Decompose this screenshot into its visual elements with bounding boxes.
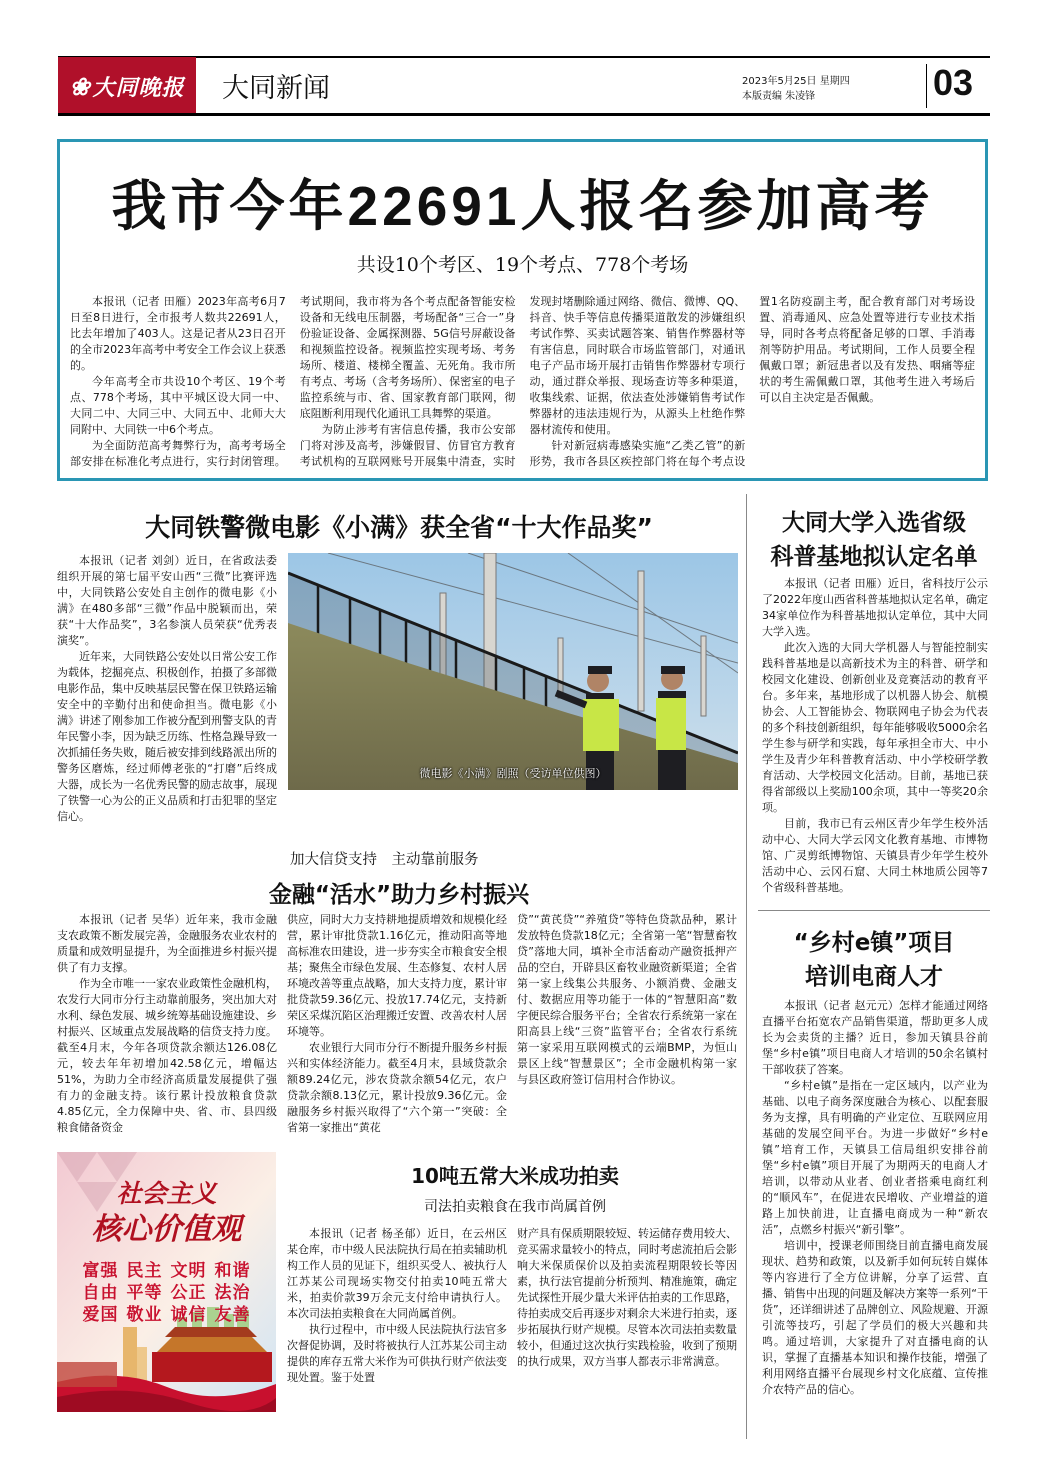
poster-title-line-1: 社会主义 xyxy=(116,1179,217,1208)
paragraph: 目前，我市已有云州区青少年学生校外活动中心、大同大学云冈文化教育基地、市博物馆、广灵剪纸博物馆、天镇县青少年学生校外活动中心、云冈石窟、大同土林地质公园等7个省级科普基地。 xyxy=(762,817,988,894)
value-word: 和谐 xyxy=(214,1261,251,1281)
paragraph: 执行过程中，市中级人民法院执行法官多次督促协调，及时将被执行人江苏某公司主动提供的库存五常大米作为可供执行财产依法变现处置。鉴于处置 xyxy=(287,1323,507,1384)
value-word: 公正 xyxy=(170,1283,207,1303)
value-word: 诚信 xyxy=(170,1305,207,1325)
headline-line: 培训电商人才 xyxy=(805,964,943,990)
paragraph: 贷”“黄芪贷”“养殖贷”等特色贷款品种，累计发放特色贷款18亿元；全省第一笔“智慧畜牧贷”落地大同，填补全市活畜动产融资抵押产品的空白，开辟县区畜牧业融资新渠道；全省第一家上线集公共服务、小额消费、金融支付、数据应用等功能于一体的“智慧阳高”数字便民综合服务平台；全省农行系统第一家在阳高县上线“三资”监管平台；全省农行系统第一家采用互联网模式的云端BMP，为恒山景区上线“智慧景区”；全市金融机构第一家与县区政府签订信用村合作协议。 xyxy=(517,913,737,1086)
value-word: 自由 xyxy=(82,1283,119,1303)
section-divider xyxy=(758,910,990,911)
paragraph: 此次入选的大同大学机器人与智能控制实践科普基地是以高新技术为主的科普、研学和校园文化建设、创新创业及竞赛活动的教育平台。多年来，基地形成了以机器人协会、航模协会、人工智能协会、物联网电子协会为代表的多个科技创新组织，每年能够吸收5000余名学生参与研学和实践，每年承担全市大、中小学生及青少年科普教育活动、中小学校研学教育活动、大学校园文化活动。目前，基地已获得省部级以上奖励100余项，其中一等奖20余项。 xyxy=(762,641,988,814)
finance-column-2 xyxy=(287,912,507,1144)
value-word: 友善 xyxy=(214,1305,251,1325)
tiananmen-gate xyxy=(152,1327,272,1382)
rural-headline[interactable] xyxy=(758,926,990,994)
railway-police-photo xyxy=(288,553,738,790)
paragraph: 本报讯（记者 刘剑）近日，在省政法委组织开展的第七届平安山西“三微”比赛评选中，大同铁路公安处自主创作的微电影《小满》在480多部“三微”作品中脱颖而出，荣获“十大作品奖”，3名参演人员荣获“优秀表演奖”。 xyxy=(57,554,277,647)
poster-values-row xyxy=(57,1300,276,1325)
film-story-body xyxy=(57,553,277,838)
paragraph: 财产具有保质期限较短、转运储存费用较大、竞买需求量较小的特点，同时考虑流拍后会影响大米保质保价以及拍卖流程期限较长等因素，执行法官提前分析预判、精准施策，确定先试探性开展少量大米评估拍卖的工作思路，待拍卖成交后再逐步对剩余大米进行拍卖，逐步拓展执行财产规模。尽管本次司法拍卖数量较小，但通过这次执行实践检验，收到了预期的执行成果，双方当事人都表示非常满意。 xyxy=(517,1227,737,1368)
paragraph: 为全面防范高考舞弊行为，高考考场全部安排在标准化考点进行，实行封闭管理。考试期间，我市将为各个考点配备智能安检设备和无线电压制器，考场配备“三合一”身份验证设备、金属探测器、5G信号屏蔽设备和视频监控设备。视频监控实现考场、考务场所、楼道、楼梯全覆盖、无死角。我市所有考点、考场（含考务场所）、保密室的电子监控系统与市、省、国家教育部门联网，彻底阻断利用现代化通讯工具舞弊的渠道。 xyxy=(70,295,516,468)
finance-column-1 xyxy=(57,912,277,1144)
value-word: 敬业 xyxy=(126,1305,163,1325)
headline-line: 大同大学入选省级 xyxy=(782,510,966,536)
paragraph: 培训中，授课老师围绕目前直播电商发展现状、趋势和政策，以及新手如何玩转自媒体等内容进行了全方位讲解，分享了运营、直播、销售中出现的问题及解决方案等一系列“干货”，还详细讲述了品牌创立、风险规避、开源引流等技巧，引起了学员们的极大兴趣和共鸣。通过培训，大家提升了对直播电商的认识，掌握了直播基本知识和操作技能，增强了利用网络直播平台展现乡村文化底蕴、宣传推介农特产品的信心。 xyxy=(762,1239,988,1396)
film-story-headline[interactable]: 大同铁警微电影《小满》获全省“十大作品奖” xyxy=(145,513,653,542)
rice-column-2 xyxy=(517,1226,737,1466)
finance-headline[interactable]: 金融“活水”助力乡村振兴 xyxy=(268,882,530,908)
page-number-divider xyxy=(926,64,927,108)
university-body xyxy=(762,576,988,906)
lead-story-box xyxy=(57,139,988,481)
rural-body xyxy=(762,998,988,1468)
rice-headline[interactable]: 10吨五常大米成功拍卖 xyxy=(411,1164,619,1188)
poster-title-line-2: 核心价值观 xyxy=(91,1212,242,1247)
newspaper-logo[interactable] xyxy=(58,57,196,115)
value-word: 民主 xyxy=(126,1261,163,1281)
lead-subhead: 共设10个考区、19个考点、778个考场 xyxy=(356,254,689,276)
headline-line: 科普基地拟认定名单 xyxy=(770,544,978,570)
paragraph: 本报讯（记者 吴华）近年来，我市金融支农政策不断发展完善，金融服务农业农村的质量和成效明显提升，为全面推进乡村振兴提供了有力支撑。 xyxy=(57,913,277,974)
value-word: 法治 xyxy=(214,1283,251,1303)
value-word: 爱国 xyxy=(82,1305,119,1325)
paragraph: 近年来，大同铁路公安处以日常公安工作为载体，挖掘亮点、积极创作，拍摄了多部微电影作品，集中反映基层民警在保卫铁路运输安全中的辛勤付出和使命担当。微电影《小满》讲述了刚参加工作被分配到刑警支队的青年民警小李，因为缺乏历练、性格急躁导致一次抓捕任务失败，随后被安排到线路派出所的警务区磨炼，经过师傅老张的“打磨”后终成大器，成长为一名优秀民警的励志故事，展现了铁警一心为公的正义品质和打击犯罪的坚定信心。 xyxy=(57,650,277,823)
paragraph: 针对新冠病毒感染实施“乙类乙管”的新形势，我市各县区疾控部门将在每个考点设置1名防疫副主考，配合教育部门对考场设置、消毒通风、应急处置等进行专业技术指导，同时各考点将配备足够的口罩、手消毒剂等防护用品。考试期间，工作人员要全程佩戴口罩；新冠患者以及有发热、咽痛等症状的考生需佩戴口罩，其他考生进入考场后可以自主决定是否佩戴。 xyxy=(529,295,975,468)
issue-meta xyxy=(742,74,850,104)
paragraph: 本报讯（记者 田雁）近日，省科技厅公示了2022年度山西省科普基地拟认定名单，确定34家单位作为科普基地拟认定单位，其中大同大学入选。 xyxy=(762,577,988,638)
paragraph: 农业银行大同市分行不断提升服务乡村振兴和实体经济能力。截至4月末，县域贷款余额89.24亿元，涉农贷款余额54亿元，农户贷款余额8.13亿元，累计投放9.36亿元。金融服务乡村振兴取得了“六个第一”突破：全省第一家推出“黄花 xyxy=(287,1041,507,1134)
logo-text: 大同晚报 xyxy=(92,74,185,101)
page-number: 03 xyxy=(933,62,974,103)
paragraph: “乡村e镇”是指在一定区域内，以产业为基础、以电子商务深度融合为核心、以配套服务为支撑，具有明确的产业定位、互联网应用基础的发展空间平台。为进一步做好“乡村e镇”培育工作，天镇县工信局组织安排谷前堡“乡村e镇”项目开展了为期两天的电商人才培训，以带动从业者、创业者搭乘电商红利的“顺风车”，在促进农民增收、产业增益的道路上加快前进，让直播电商成为一种“新农活”，点燃乡村振兴“新引擎”。 xyxy=(762,1079,988,1236)
core-values-poster[interactable] xyxy=(57,1152,276,1412)
photo-caption: 微电影《小满》剧照（受访单位供图） xyxy=(419,767,607,780)
masthead-top-rule xyxy=(58,56,990,58)
university-headline[interactable] xyxy=(758,506,990,574)
lead-headline[interactable]: 我市今年22691人报名参加高考 xyxy=(111,175,934,237)
issue-date: 2023年5月25日 星期四 xyxy=(742,76,850,87)
paragraph: 为防止涉考有害信息传播，我市公安部门将对涉及高考，涉嫌假冒、仿冒官方教育考试机构的互联网账号开展集中清查，实时发现封堵删除通过网络、微信、微博、QQ、抖音、快手等信息传播渠道散发的涉嫌组织考试作弊、买卖试题答案、销售作弊器材等有害信息，同时联合市场监管部门，对通讯电子产品市场开展打击销售作弊器材专项行动，通过群众举报、现场查访等多种渠道，收集线索、证据，依法查处涉嫌销售考试作弊器材的违法违规行为，从源头上杜绝作弊器材流传和使用。 xyxy=(299,295,746,468)
rice-column-1 xyxy=(287,1226,507,1466)
finance-kicker: 加大信贷支持 主动靠前服务 xyxy=(290,852,479,868)
film-still-photo[interactable] xyxy=(288,553,738,790)
page-editor: 本版责编 朱凌锋 xyxy=(742,91,816,102)
flame-icon: ❀ xyxy=(69,71,91,101)
masthead-bottom-rule xyxy=(58,113,990,116)
section-name: 大同新闻 xyxy=(222,73,330,104)
paragraph: 今年高考全市共设10个考区、19个考点、778个考场，其中平城区设大同一中、大同二中、大同三中、大同五中、北师大大同附中、大同铁一中6个考点。 xyxy=(70,375,286,436)
lead-story-body xyxy=(70,294,975,472)
finance-column-3 xyxy=(517,912,737,1144)
paragraph: 作为全市唯一一家农业政策性金融机构，农发行大同市分行主动靠前服务，突出加大对水利、绿色发展、城乡统筹基础设施建设、乡村振兴、区域重点发展战略的信贷支持力度。截至4月末，今年各项贷款余额达126.08亿元，较去年年初增加42.58亿元，增幅达51%，为助力全市经济高质量发展提供了强有力的金融支持。该行累计投放粮食贷款4.85亿元，全力保障中央、省、市、县四级粮食储备资金 xyxy=(57,977,277,1134)
value-word: 平等 xyxy=(126,1283,163,1303)
column-divider xyxy=(746,494,747,1439)
paragraph: 本报讯（记者 杨圣郁）近日，在云州区某仓库，市中级人民法院执行局在拍卖辅助机构工作人员的见证下，组织买受人、被执行人江苏某公司现场实物交付拍卖10吨五常大米，拍卖价款39万余元支付给申请执行人。本次司法拍卖粮食在大同尚属首例。 xyxy=(287,1227,507,1320)
paragraph: 供应，同时大力支持耕地提质增效和规模化经营，累计审批贷款1.16亿元，推动阳高等地高标准农田建设，进一步夯实全市粮食安全根基；聚焦全市绿色发展、生态修复、农村人居环境改善等重点战略，加大支持力度，累计审批贷款59.36亿元、投放17.74亿元，支持新荣区采煤沉陷区治理搬迁安置、改善农村人居环境等。 xyxy=(287,913,507,1038)
paragraph: 本报讯（记者 田雁）2023年高考6月7日至8日进行，全市报考人数共22691人，比去年增加了403人。这是记者从23日召开的全市2023年高考中考安全工作会议上获悉的。 xyxy=(70,295,286,372)
value-word: 富强 xyxy=(82,1261,119,1281)
rice-subhead: 司法拍卖粮食在我市尚属首例 xyxy=(424,1199,606,1215)
paragraph: 本报讯（记者 赵元元）怎样才能通过网络直播平台拓宽农产品销售渠道，帮助更多人成长为会卖货的主播？近日，参加天镇县谷前堡“乡村e镇”项目电商人才培训的50余名镇村干部收获了答案。 xyxy=(762,999,988,1076)
headline-line: “乡村e镇”项目 xyxy=(793,930,955,956)
value-word: 文明 xyxy=(170,1261,207,1281)
